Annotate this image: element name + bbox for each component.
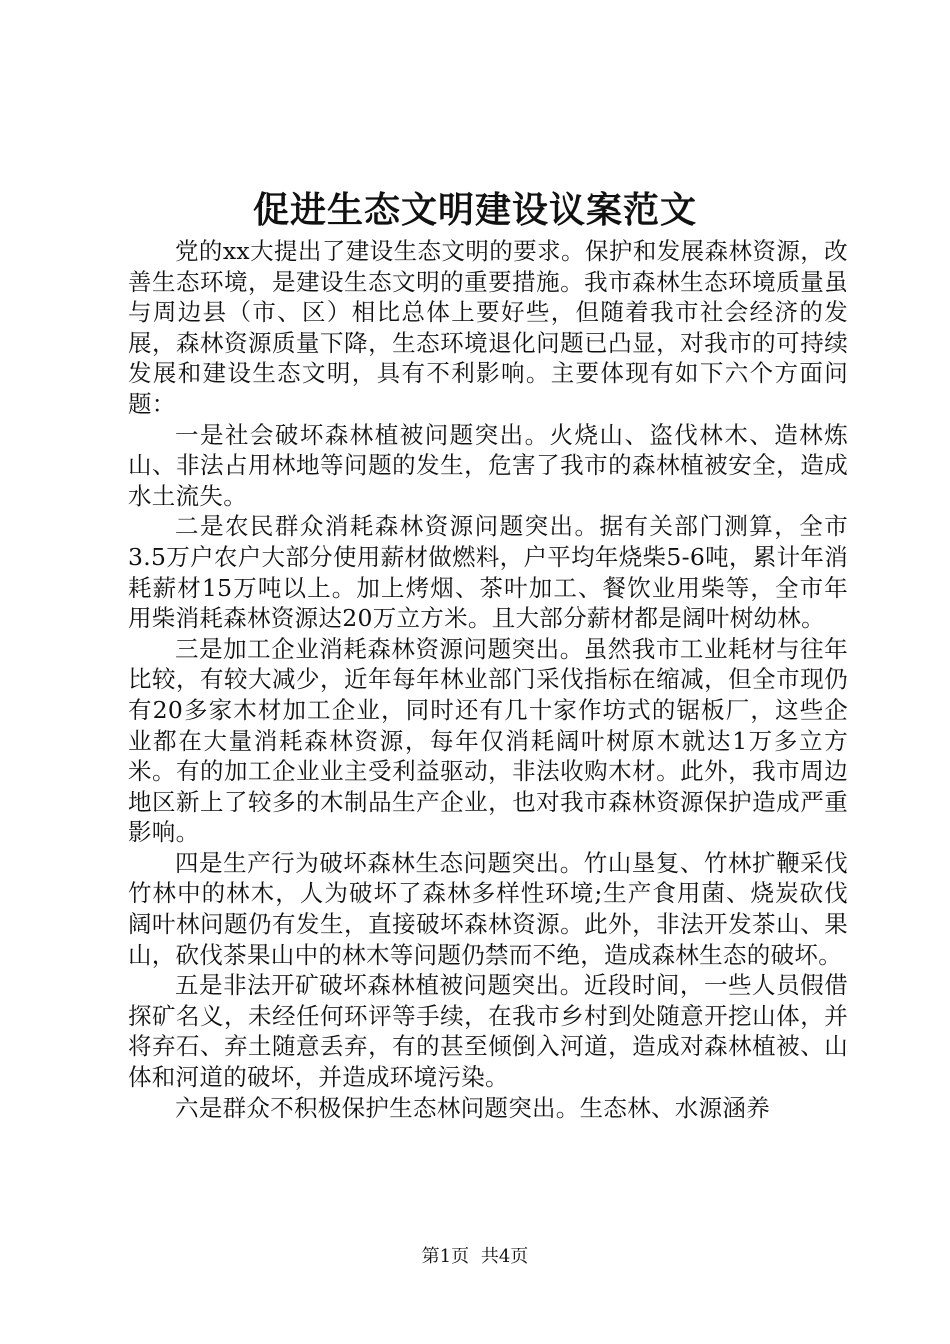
paragraph-issue-2: 二是农民群众消耗森林资源问题突出。据有关部门测算，全市3.5万户农户大部分使用薪材做燃料，户平均年烧柴5-6吨，累计年消耗薪材15万吨以上。加上烤烟、茶叶加工、餐饮业用柴等，全市年用柴消耗森林资源达20万立方米。且大部分薪材都是阔叶树幼林。 bbox=[128, 512, 848, 633]
page-number: 第1页 bbox=[421, 1246, 470, 1267]
paragraph-issue-3: 三是加工企业消耗森林资源问题突出。虽然我市工业耗材与往年比较，有较大减少，近年每年林业部门采伐指标在缩减，但全市现仍有20多家木材加工企业，同时还有几十家作坊式的锯板厂，这些企业都在大量消耗森林资源，每年仅消耗阔叶树原木就达1万多立方米。有的加工企业业主受利益驱动，非法收购木材。此外，我市周边地区新上了较多的木制品生产企业，也对我市森林资源保护造成严重影响。 bbox=[128, 634, 848, 847]
paragraph-intro: 党的xx大提出了建设生态文明的要求。保护和发展森林资源，改善生态环境，是建设生态文明的重要措施。我市森林生态环境质量虽与周边县（市、区）相比总体上要好些，但随着我市社会经济的发展，森林资源质量下降，生态环境退化问题已凸显，对我市的可持续发展和建设生态文明，具有不利影响。主要体现有如下六个方面问题： bbox=[128, 237, 848, 418]
document-body bbox=[128, 236, 848, 1123]
paragraph-issue-1: 一是社会破坏森林植被问题突出。火烧山、盗伐林木、造林炼山、非法占用林地等问题的发生，危害了我市的森林植被安全，造成水土流失。 bbox=[128, 420, 848, 510]
page-total: 共4页 bbox=[480, 1246, 529, 1267]
page-title: 促进生态文明建设议案范文 bbox=[252, 189, 697, 231]
page-footer bbox=[0, 1245, 950, 1269]
paragraph-issue-5: 五是非法开矿破坏森林植被问题突出。近段时间，一些人员假借探矿名义，未经任何环评等手续，在我市乡村到处随意开挖山体，并将弃石、弃土随意丢弃，有的甚至倾倒入河道，造成对森林植被、山体和河道的破坏，并造成环境污染。 bbox=[128, 971, 848, 1092]
paragraph-issue-6: 六是群众不积极保护生态林问题突出。生态林、水源涵养 bbox=[175, 1093, 770, 1122]
paragraph-issue-4: 四是生产行为破坏森林生态问题突出。竹山垦复、竹林扩鞭采伐竹林中的林木，人为破坏了森林多样性环境;生产食用菌、烧炭砍伐阔叶林问题仍有发生，直接破坏森林资源。此外，非法开发茶山、果山，砍伐茶果山中的林木等问题仍禁而不绝，造成森林生态的破坏。 bbox=[128, 848, 848, 969]
